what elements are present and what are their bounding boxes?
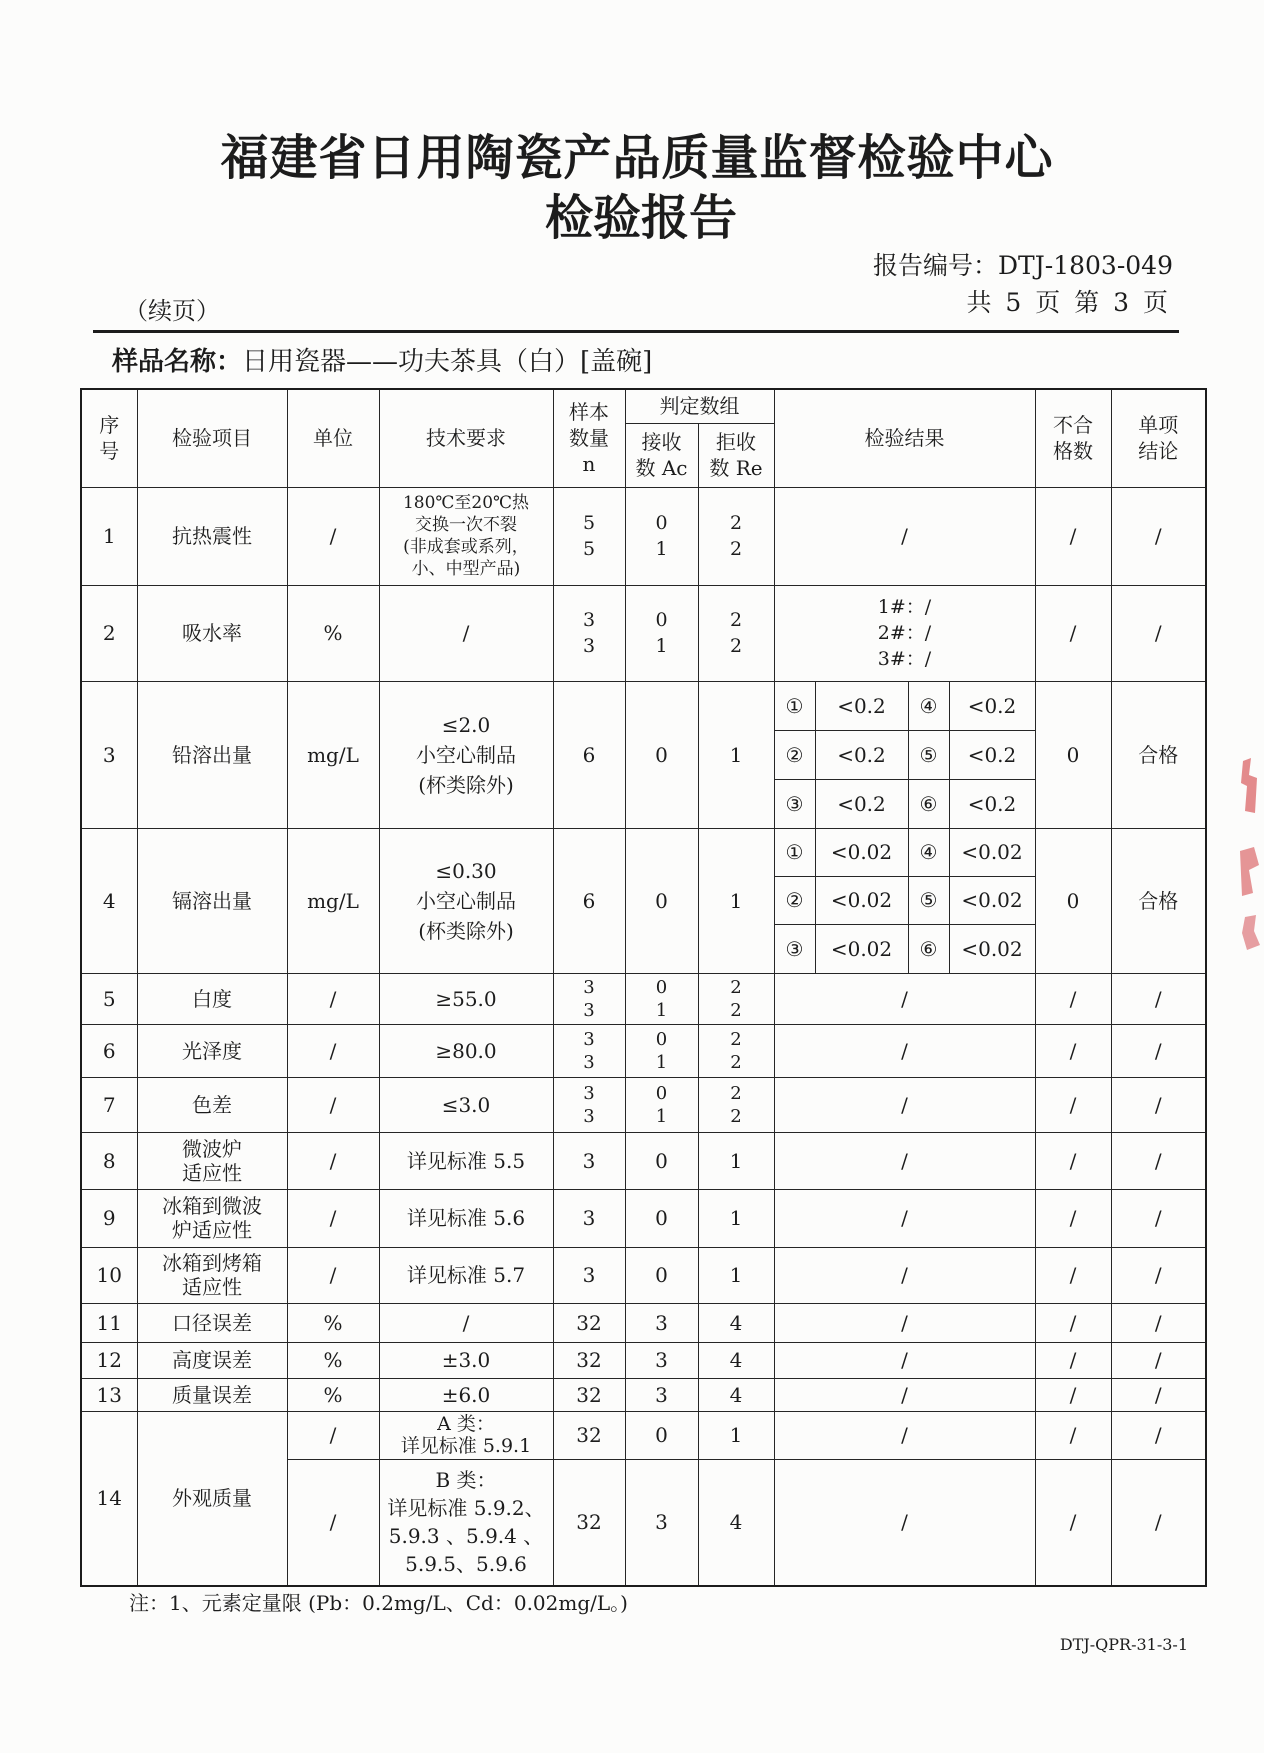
footnote: 注：1、元素定量限 (Pb：0.2mg/L、Cd：0.02mg/L。) bbox=[129, 1591, 628, 1615]
table-row bbox=[81, 1378, 1206, 1411]
result-value: <0.2 bbox=[949, 681, 1035, 730]
nonconforming-count-cell: / bbox=[1035, 1189, 1111, 1247]
header-nonconforming-count: 不合 格数 bbox=[1035, 389, 1111, 487]
header-requirement: 技术要求 bbox=[379, 389, 553, 487]
item-name-cell: 高度误差 bbox=[137, 1342, 287, 1378]
requirement-cell: 详见标准 5.5 bbox=[379, 1132, 553, 1189]
row-number-cell: 4 bbox=[81, 828, 137, 973]
reject-number-cell: 1 bbox=[698, 681, 774, 828]
item-name-cell: 质量误差 bbox=[137, 1378, 287, 1411]
result-sample-mark: ② bbox=[774, 876, 815, 924]
org-title: 福建省日用陶瓷产品质量监督检验中心 bbox=[220, 130, 1054, 186]
table-row bbox=[81, 1024, 1206, 1077]
unit-cell: mg/L bbox=[287, 828, 379, 973]
unit-cell: / bbox=[287, 1077, 379, 1132]
row-number-cell: 11 bbox=[81, 1303, 137, 1342]
item-name-cell: 吸水率 bbox=[137, 585, 287, 681]
result-cell: / bbox=[774, 1077, 1035, 1132]
accept-number-cell: 0 bbox=[625, 828, 698, 973]
verdict-cell: / bbox=[1111, 487, 1206, 585]
unit-cell: / bbox=[287, 1189, 379, 1247]
item-name-cell: 白度 bbox=[137, 973, 287, 1024]
table-row bbox=[81, 973, 1206, 1024]
verdict-cell: / bbox=[1111, 1411, 1206, 1459]
unit-cell: / bbox=[287, 1459, 379, 1586]
header-item: 检验项目 bbox=[137, 389, 287, 487]
nonconforming-count-cell: 0 bbox=[1035, 681, 1111, 828]
verdict-cell: 合格 bbox=[1111, 681, 1206, 828]
nonconforming-count-cell: / bbox=[1035, 1411, 1111, 1459]
result-cell: / bbox=[774, 1459, 1035, 1586]
report-number: 报告编号：DTJ-1803-049 bbox=[873, 251, 1173, 280]
red-seal-fragment bbox=[1236, 755, 1262, 955]
sample-size-cell: 32 bbox=[553, 1342, 625, 1378]
accept-number-cell: 0 1 bbox=[625, 1024, 698, 1077]
sample-size-cell: 6 bbox=[553, 828, 625, 973]
accept-number-cell: 0 bbox=[625, 681, 698, 828]
result-sample-mark: ③ bbox=[774, 779, 815, 828]
table-row bbox=[81, 1132, 1206, 1189]
result-value: <0.02 bbox=[949, 924, 1035, 973]
sample-size-cell: 32 bbox=[553, 1303, 625, 1342]
result-sample-mark: ⑤ bbox=[908, 730, 949, 779]
unit-cell: % bbox=[287, 1303, 379, 1342]
row-number-cell: 2 bbox=[81, 585, 137, 681]
requirement-cell: ±6.0 bbox=[379, 1378, 553, 1411]
result-sample-mark: ⑥ bbox=[908, 779, 949, 828]
verdict-cell: / bbox=[1111, 1024, 1206, 1077]
header-reject-number: 拒收 数 Re bbox=[698, 423, 774, 487]
verdict-cell: / bbox=[1111, 973, 1206, 1024]
result-value: <0.02 bbox=[815, 828, 908, 876]
result-value: <0.02 bbox=[815, 876, 908, 924]
result-cell: / bbox=[774, 973, 1035, 1024]
table-row bbox=[81, 1077, 1206, 1132]
result-cell: / bbox=[774, 1303, 1035, 1342]
row-number-cell: 10 bbox=[81, 1247, 137, 1303]
requirement-cell: ≤3.0 bbox=[379, 1077, 553, 1132]
unit-cell: / bbox=[287, 1411, 379, 1459]
table-row bbox=[81, 1303, 1206, 1342]
table-row bbox=[81, 585, 1206, 681]
unit-cell: / bbox=[287, 973, 379, 1024]
unit-cell: / bbox=[287, 1247, 379, 1303]
requirement-cell: B 类： 详见标准 5.9.2、 5.9.3 、5.9.4 、 5.9.5、5.9.6 bbox=[379, 1459, 553, 1586]
table-header bbox=[81, 389, 1206, 487]
accept-number-cell: 3 bbox=[625, 1459, 698, 1586]
accept-number-cell: 0 1 bbox=[625, 487, 698, 585]
sample-size-cell: 32 bbox=[553, 1411, 625, 1459]
result-cell: / bbox=[774, 1189, 1035, 1247]
accept-number-cell: 0 bbox=[625, 1411, 698, 1459]
continued-page-label: （续页） bbox=[124, 297, 220, 325]
nonconforming-count-cell: / bbox=[1035, 1342, 1111, 1378]
result-value: <0.02 bbox=[815, 924, 908, 973]
verdict-cell: / bbox=[1111, 1132, 1206, 1189]
verdict-cell: / bbox=[1111, 1459, 1206, 1586]
table-row bbox=[81, 1342, 1206, 1378]
result-sample-mark: ① bbox=[774, 681, 815, 730]
sample-size-cell: 6 bbox=[553, 681, 625, 828]
header-no: 序 号 bbox=[81, 389, 137, 487]
result-value: <0.2 bbox=[815, 681, 908, 730]
verdict-cell: 合格 bbox=[1111, 828, 1206, 973]
unit-cell: % bbox=[287, 1342, 379, 1378]
reject-number-cell: 4 bbox=[698, 1378, 774, 1411]
verdict-cell: / bbox=[1111, 1342, 1206, 1378]
accept-number-cell: 3 bbox=[625, 1342, 698, 1378]
reject-number-cell: 2 2 bbox=[698, 585, 774, 681]
result-cell: / bbox=[774, 1247, 1035, 1303]
requirement-cell: / bbox=[379, 585, 553, 681]
item-name-cell: 冰箱到烤箱 适应性 bbox=[137, 1247, 287, 1303]
item-name-cell: 镉溶出量 bbox=[137, 828, 287, 973]
requirement-cell: / bbox=[379, 1303, 553, 1342]
accept-number-cell: 0 bbox=[625, 1132, 698, 1189]
requirement-cell: A 类： 详见标准 5.9.1 bbox=[379, 1411, 553, 1459]
page-count: 共 5 页 第 3 页 bbox=[966, 288, 1171, 317]
sample-size-cell: 3 3 bbox=[553, 1024, 625, 1077]
result-sample-mark: ⑤ bbox=[908, 876, 949, 924]
result-cell: / bbox=[774, 1411, 1035, 1459]
inspection-table bbox=[80, 388, 1207, 1587]
accept-number-cell: 3 bbox=[625, 1378, 698, 1411]
sample-size-cell: 3 bbox=[553, 1247, 625, 1303]
accept-number-cell: 0 1 bbox=[625, 1077, 698, 1132]
item-name-cell: 冰箱到微波 炉适应性 bbox=[137, 1189, 287, 1247]
unit-cell: / bbox=[287, 1024, 379, 1077]
item-name-cell: 铅溶出量 bbox=[137, 681, 287, 828]
verdict-cell: / bbox=[1111, 585, 1206, 681]
result-value: <0.2 bbox=[949, 730, 1035, 779]
item-name-cell: 光泽度 bbox=[137, 1024, 287, 1077]
unit-cell: / bbox=[287, 1132, 379, 1189]
seal-stroke bbox=[1242, 915, 1260, 950]
result-value: <0.2 bbox=[815, 730, 908, 779]
row-number-cell: 6 bbox=[81, 1024, 137, 1077]
reject-number-cell: 2 2 bbox=[698, 487, 774, 585]
table-row bbox=[81, 828, 1206, 876]
header-result: 检验结果 bbox=[774, 389, 1035, 487]
reject-number-cell: 2 2 bbox=[698, 1077, 774, 1132]
nonconforming-count-cell: / bbox=[1035, 1459, 1111, 1586]
nonconforming-count-cell: / bbox=[1035, 1247, 1111, 1303]
reject-number-cell: 1 bbox=[698, 828, 774, 973]
table-row bbox=[81, 681, 1206, 730]
verdict-cell: / bbox=[1111, 1247, 1206, 1303]
sample-size-cell: 3 bbox=[553, 1132, 625, 1189]
result-sample-mark: ④ bbox=[908, 681, 949, 730]
requirement-cell: ≤0.30 小空心制品 (杯类除外) bbox=[379, 828, 553, 973]
result-sample-mark: ③ bbox=[774, 924, 815, 973]
table-row bbox=[81, 1189, 1206, 1247]
sample-size-cell: 3 3 bbox=[553, 973, 625, 1024]
row-number-cell: 8 bbox=[81, 1132, 137, 1189]
result-sample-mark: ① bbox=[774, 828, 815, 876]
table-row bbox=[81, 487, 1206, 585]
result-cell: / bbox=[774, 1024, 1035, 1077]
verdict-cell: / bbox=[1111, 1378, 1206, 1411]
result-cell: 1#：/ 2#：/ 3#：/ bbox=[774, 585, 1035, 681]
reject-number-cell: 4 bbox=[698, 1459, 774, 1586]
nonconforming-count-cell: / bbox=[1035, 487, 1111, 585]
header-unit: 单位 bbox=[287, 389, 379, 487]
verdict-cell: / bbox=[1111, 1303, 1206, 1342]
requirement-cell: ≤2.0 小空心制品 (杯类除外) bbox=[379, 681, 553, 828]
sample-name-value: 日用瓷器——功夫茶具（白）[盖碗] bbox=[242, 347, 653, 377]
requirement-cell: ≥55.0 bbox=[379, 973, 553, 1024]
seal-stroke bbox=[1240, 847, 1259, 896]
result-sample-mark: ⑥ bbox=[908, 924, 949, 973]
form-code: DTJ-QPR-31-3-1 bbox=[1059, 1635, 1188, 1654]
accept-number-cell: 0 1 bbox=[625, 973, 698, 1024]
report-title: 检验报告 bbox=[544, 190, 737, 246]
reject-number-cell: 4 bbox=[698, 1342, 774, 1378]
unit-cell: / bbox=[287, 487, 379, 585]
reject-number-cell: 4 bbox=[698, 1303, 774, 1342]
reject-number-cell: 1 bbox=[698, 1411, 774, 1459]
result-sample-mark: ④ bbox=[908, 828, 949, 876]
row-number-cell: 14 bbox=[81, 1411, 137, 1586]
row-number-cell: 12 bbox=[81, 1342, 137, 1378]
item-name-cell: 微波炉 适应性 bbox=[137, 1132, 287, 1189]
table-row bbox=[81, 1247, 1206, 1303]
accept-number-cell: 0 bbox=[625, 1247, 698, 1303]
unit-cell: mg/L bbox=[287, 681, 379, 828]
nonconforming-count-cell: 0 bbox=[1035, 828, 1111, 973]
sample-name-label: 样品名称： bbox=[112, 347, 243, 377]
row-number-cell: 7 bbox=[81, 1077, 137, 1132]
header-judgement-group: 判定数组 bbox=[625, 389, 774, 423]
sample-size-cell: 5 5 bbox=[553, 487, 625, 585]
reject-number-cell: 2 2 bbox=[698, 1024, 774, 1077]
result-sample-mark: ② bbox=[774, 730, 815, 779]
item-name-cell: 抗热震性 bbox=[137, 487, 287, 585]
row-number-cell: 13 bbox=[81, 1378, 137, 1411]
unit-cell: % bbox=[287, 1378, 379, 1411]
item-name-cell: 色差 bbox=[137, 1077, 287, 1132]
header-row bbox=[81, 389, 1206, 423]
result-value: <0.2 bbox=[815, 779, 908, 828]
header-verdict: 单项 结论 bbox=[1111, 389, 1206, 487]
accept-number-cell: 3 bbox=[625, 1303, 698, 1342]
reject-number-cell: 2 2 bbox=[698, 973, 774, 1024]
item-name-cell: 口径误差 bbox=[137, 1303, 287, 1342]
result-cell: / bbox=[774, 1378, 1035, 1411]
table-row bbox=[81, 1411, 1206, 1459]
item-name-cell: 外观质量 bbox=[137, 1411, 287, 1586]
nonconforming-count-cell: / bbox=[1035, 1024, 1111, 1077]
row-number-cell: 5 bbox=[81, 973, 137, 1024]
verdict-cell: / bbox=[1111, 1077, 1206, 1132]
seal-stroke bbox=[1241, 758, 1257, 813]
requirement-cell: 180℃至20℃热 交换一次不裂 (非成套或系列， 小、中型产品) bbox=[379, 487, 553, 585]
reject-number-cell: 1 bbox=[698, 1132, 774, 1189]
requirement-cell: ≥80.0 bbox=[379, 1024, 553, 1077]
sample-size-cell: 3 3 bbox=[553, 1077, 625, 1132]
accept-number-cell: 0 bbox=[625, 1189, 698, 1247]
row-number-cell: 1 bbox=[81, 487, 137, 585]
requirement-cell: 详见标准 5.6 bbox=[379, 1189, 553, 1247]
reject-number-cell: 1 bbox=[698, 1247, 774, 1303]
sample-size-cell: 32 bbox=[553, 1378, 625, 1411]
row-number-cell: 3 bbox=[81, 681, 137, 828]
requirement-cell: ±3.0 bbox=[379, 1342, 553, 1378]
sample-name bbox=[112, 345, 652, 379]
nonconforming-count-cell: / bbox=[1035, 585, 1111, 681]
nonconforming-count-cell: / bbox=[1035, 973, 1111, 1024]
reject-number-cell: 1 bbox=[698, 1189, 774, 1247]
table-body bbox=[81, 487, 1206, 1586]
result-value: <0.02 bbox=[949, 828, 1035, 876]
verdict-cell: / bbox=[1111, 1189, 1206, 1247]
result-value: <0.2 bbox=[949, 779, 1035, 828]
result-value: <0.02 bbox=[949, 876, 1035, 924]
header-accept-number: 接收 数 Ac bbox=[625, 423, 698, 487]
nonconforming-count-cell: / bbox=[1035, 1132, 1111, 1189]
sample-size-cell: 3 bbox=[553, 1189, 625, 1247]
result-cell: / bbox=[774, 1342, 1035, 1378]
nonconforming-count-cell: / bbox=[1035, 1378, 1111, 1411]
result-cell: / bbox=[774, 487, 1035, 585]
sample-size-cell: 32 bbox=[553, 1459, 625, 1586]
header-sample-size: 样本 数量 n bbox=[553, 389, 625, 487]
accept-number-cell: 0 1 bbox=[625, 585, 698, 681]
nonconforming-count-cell: / bbox=[1035, 1303, 1111, 1342]
header-divider bbox=[93, 330, 1179, 333]
row-number-cell: 9 bbox=[81, 1189, 137, 1247]
nonconforming-count-cell: / bbox=[1035, 1077, 1111, 1132]
requirement-cell: 详见标准 5.7 bbox=[379, 1247, 553, 1303]
result-cell: / bbox=[774, 1132, 1035, 1189]
unit-cell: % bbox=[287, 585, 379, 681]
sample-size-cell: 3 3 bbox=[553, 585, 625, 681]
